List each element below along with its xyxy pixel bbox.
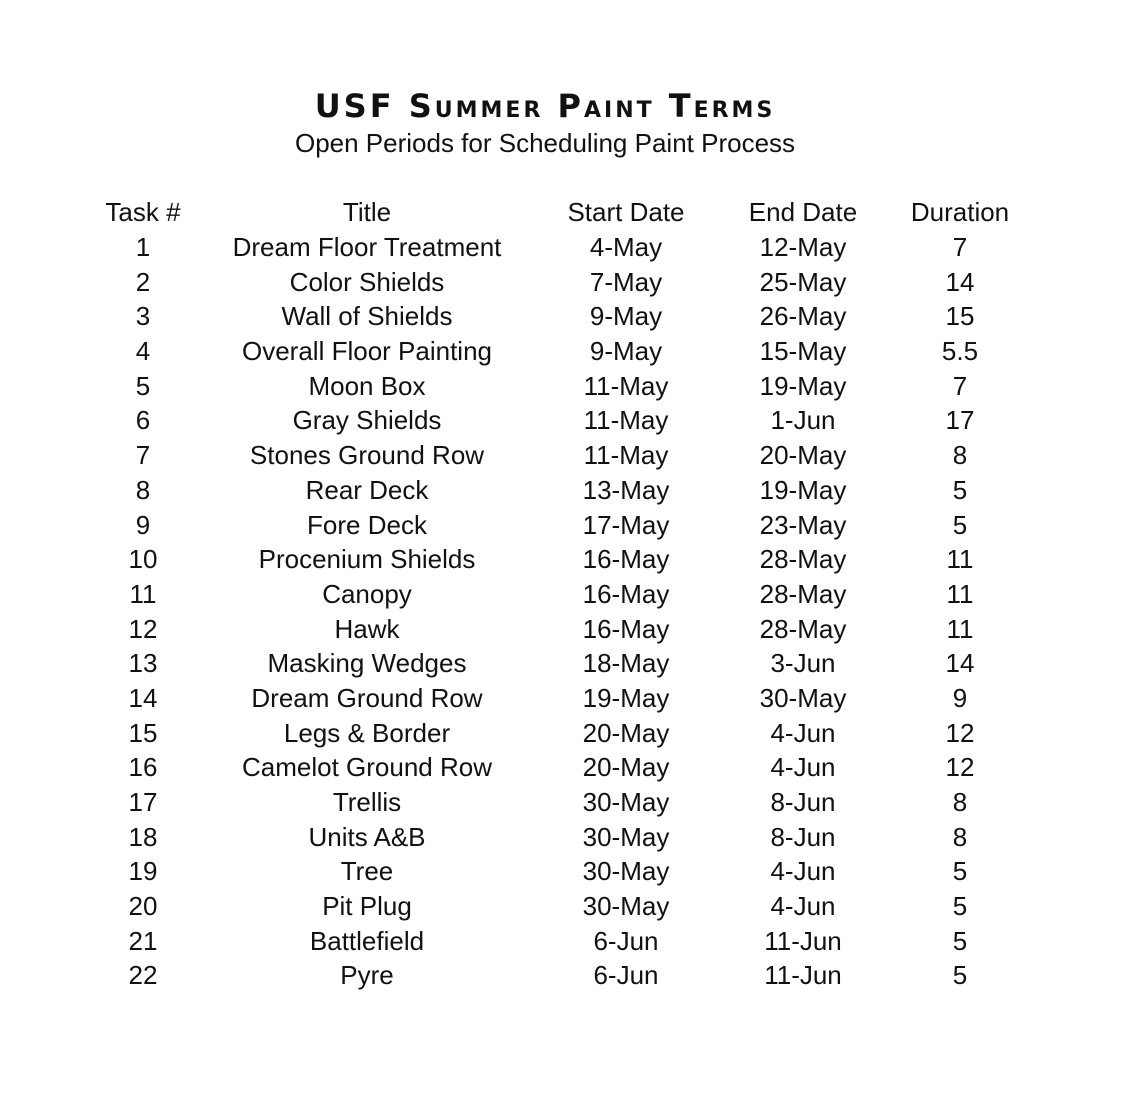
document-subtitle: Open Periods for Scheduling Paint Process [294, 128, 796, 158]
cell-title: Wall of Shields [281, 301, 453, 332]
cell-title: Dream Floor Treatment [232, 232, 502, 263]
cell-task-number: 7 [135, 440, 151, 471]
cell-end-date: 1-Jun [770, 405, 836, 436]
table-body [60, 230, 1058, 993]
cell-start-date: 16-May [582, 613, 670, 644]
cell-task-number: 13 [128, 648, 158, 679]
cell-duration: 7 [952, 232, 968, 263]
cell-duration: 15 [945, 301, 975, 332]
cell-end-date: 28-May [759, 613, 847, 644]
table-row [60, 299, 1058, 334]
table-row [60, 715, 1058, 750]
cell-task-number: 10 [128, 544, 158, 575]
cell-duration: 5 [952, 960, 968, 991]
cell-duration: 8 [952, 787, 968, 818]
cell-end-date: 4-Jun [770, 891, 836, 922]
cell-end-date: 28-May [759, 578, 847, 609]
table-row [60, 819, 1058, 854]
cell-title: Moon Box [308, 370, 426, 401]
cell-title: Battlefield [309, 925, 425, 956]
cell-start-date: 11-May [583, 440, 669, 471]
table-row [60, 958, 1058, 993]
cell-title: Trellis [332, 787, 402, 818]
cell-title: Procenium Shields [258, 544, 476, 575]
cell-end-date: 30-May [759, 682, 847, 713]
cell-duration: 5.5 [941, 336, 979, 367]
cell-start-date: 9-May [589, 336, 663, 367]
table-row [60, 681, 1058, 716]
cell-start-date: 20-May [582, 752, 670, 783]
cell-task-number: 21 [128, 925, 158, 956]
cell-task-number: 18 [128, 821, 158, 852]
cell-start-date: 6-Jun [593, 960, 659, 991]
table-row [60, 368, 1058, 403]
cell-end-date: 8-Jun [770, 821, 836, 852]
cell-duration: 9 [952, 682, 968, 713]
cell-duration: 11 [946, 544, 974, 575]
cell-title: Overall Floor Painting [242, 336, 492, 367]
cell-title: Stones Ground Row [249, 440, 485, 471]
table-row [60, 646, 1058, 681]
cell-start-date: 19-May [582, 682, 670, 713]
cell-start-date: 30-May [582, 787, 670, 818]
table-row [60, 577, 1058, 612]
cell-task-number: 5 [135, 370, 151, 401]
cell-title: Legs & Border [283, 717, 451, 748]
cell-title: Pyre [340, 960, 394, 991]
cell-end-date: 11-Jun [764, 960, 842, 991]
cell-title: Gray Shields [292, 405, 442, 436]
header-duration: Duration [910, 197, 1010, 228]
header-task-number: Task # [105, 197, 181, 228]
table-row [60, 507, 1058, 542]
cell-duration: 8 [952, 440, 968, 471]
cell-start-date: 16-May [582, 544, 670, 575]
header-end-date: End Date [748, 197, 858, 228]
cell-duration: 12 [945, 752, 975, 783]
cell-task-number: 9 [135, 509, 151, 540]
cell-start-date: 20-May [582, 717, 670, 748]
cell-title: Hawk [334, 613, 400, 644]
table-row [60, 611, 1058, 646]
cell-end-date: 19-May [759, 370, 847, 401]
table-row [60, 403, 1058, 438]
cell-duration: 5 [952, 856, 968, 887]
table-row [60, 854, 1058, 889]
cell-start-date: 30-May [582, 821, 670, 852]
cell-duration: 17 [945, 405, 975, 436]
document-title: USF Summer Paint Terms [314, 87, 776, 125]
cell-duration: 5 [952, 891, 968, 922]
cell-duration: 8 [952, 821, 968, 852]
cell-end-date: 3-Jun [770, 648, 836, 679]
cell-title: Tree [340, 856, 394, 887]
header-start-date: Start Date [567, 197, 685, 228]
cell-start-date: 11-May [583, 370, 669, 401]
cell-task-number: 8 [135, 474, 151, 505]
cell-title: Rear Deck [305, 474, 429, 505]
cell-task-number: 2 [135, 266, 151, 297]
cell-task-number: 6 [135, 405, 151, 436]
cell-end-date: 25-May [759, 266, 847, 297]
cell-task-number: 1 [135, 232, 151, 263]
cell-title: Dream Ground Row [251, 682, 483, 713]
table-row [60, 334, 1058, 369]
table-row [60, 785, 1058, 820]
cell-title: Camelot Ground Row [242, 752, 492, 783]
cell-title: Pit Plug [322, 891, 412, 922]
cell-start-date: 17-May [582, 509, 670, 540]
table-row [60, 438, 1058, 473]
cell-end-date: 26-May [759, 301, 847, 332]
cell-task-number: 17 [128, 787, 158, 818]
cell-duration: 5 [952, 509, 968, 540]
cell-task-number: 15 [128, 717, 158, 748]
schedule-table [60, 195, 1058, 993]
cell-duration: 5 [952, 474, 968, 505]
cell-title: Color Shields [289, 266, 445, 297]
cell-end-date: 4-Jun [770, 856, 836, 887]
cell-end-date: 15-May [759, 336, 847, 367]
cell-task-number: 11 [129, 578, 157, 609]
cell-start-date: 6-Jun [593, 925, 659, 956]
cell-task-number: 19 [128, 856, 158, 887]
cell-start-date: 30-May [582, 856, 670, 887]
cell-task-number: 22 [128, 960, 158, 991]
table-row [60, 542, 1058, 577]
cell-title: Units A&B [308, 821, 426, 852]
cell-start-date: 13-May [582, 474, 670, 505]
cell-start-date: 30-May [582, 891, 670, 922]
cell-end-date: 4-Jun [770, 717, 836, 748]
cell-task-number: 4 [135, 336, 151, 367]
cell-duration: 14 [945, 266, 975, 297]
table-row [60, 230, 1058, 265]
cell-start-date: 18-May [582, 648, 670, 679]
table-row [60, 473, 1058, 508]
cell-start-date: 16-May [582, 578, 670, 609]
cell-title: Canopy [322, 578, 412, 609]
cell-task-number: 3 [135, 301, 151, 332]
cell-task-number: 20 [128, 891, 158, 922]
cell-end-date: 23-May [759, 509, 847, 540]
table-row [60, 750, 1058, 785]
cell-end-date: 20-May [759, 440, 847, 471]
table-row [60, 923, 1058, 958]
table-row [60, 264, 1058, 299]
cell-duration: 11 [946, 613, 974, 644]
cell-duration: 14 [945, 648, 975, 679]
cell-title: Masking Wedges [267, 648, 467, 679]
cell-end-date: 4-Jun [770, 752, 836, 783]
cell-start-date: 11-May [583, 405, 669, 436]
cell-start-date: 7-May [589, 266, 663, 297]
cell-title: Fore Deck [307, 509, 427, 540]
cell-duration: 5 [952, 925, 968, 956]
cell-end-date: 19-May [759, 474, 847, 505]
cell-start-date: 4-May [589, 232, 663, 263]
cell-duration: 12 [945, 717, 975, 748]
table-row [60, 889, 1058, 924]
cell-end-date: 11-Jun [764, 925, 842, 956]
cell-task-number: 14 [128, 682, 158, 713]
cell-end-date: 12-May [759, 232, 847, 263]
table-header-row [60, 195, 1058, 230]
cell-duration: 7 [952, 370, 968, 401]
cell-start-date: 9-May [589, 301, 663, 332]
cell-end-date: 8-Jun [770, 787, 836, 818]
header-title: Title [342, 197, 392, 228]
cell-task-number: 12 [128, 613, 158, 644]
cell-end-date: 28-May [759, 544, 847, 575]
cell-task-number: 16 [128, 752, 158, 783]
cell-duration: 11 [946, 578, 974, 609]
